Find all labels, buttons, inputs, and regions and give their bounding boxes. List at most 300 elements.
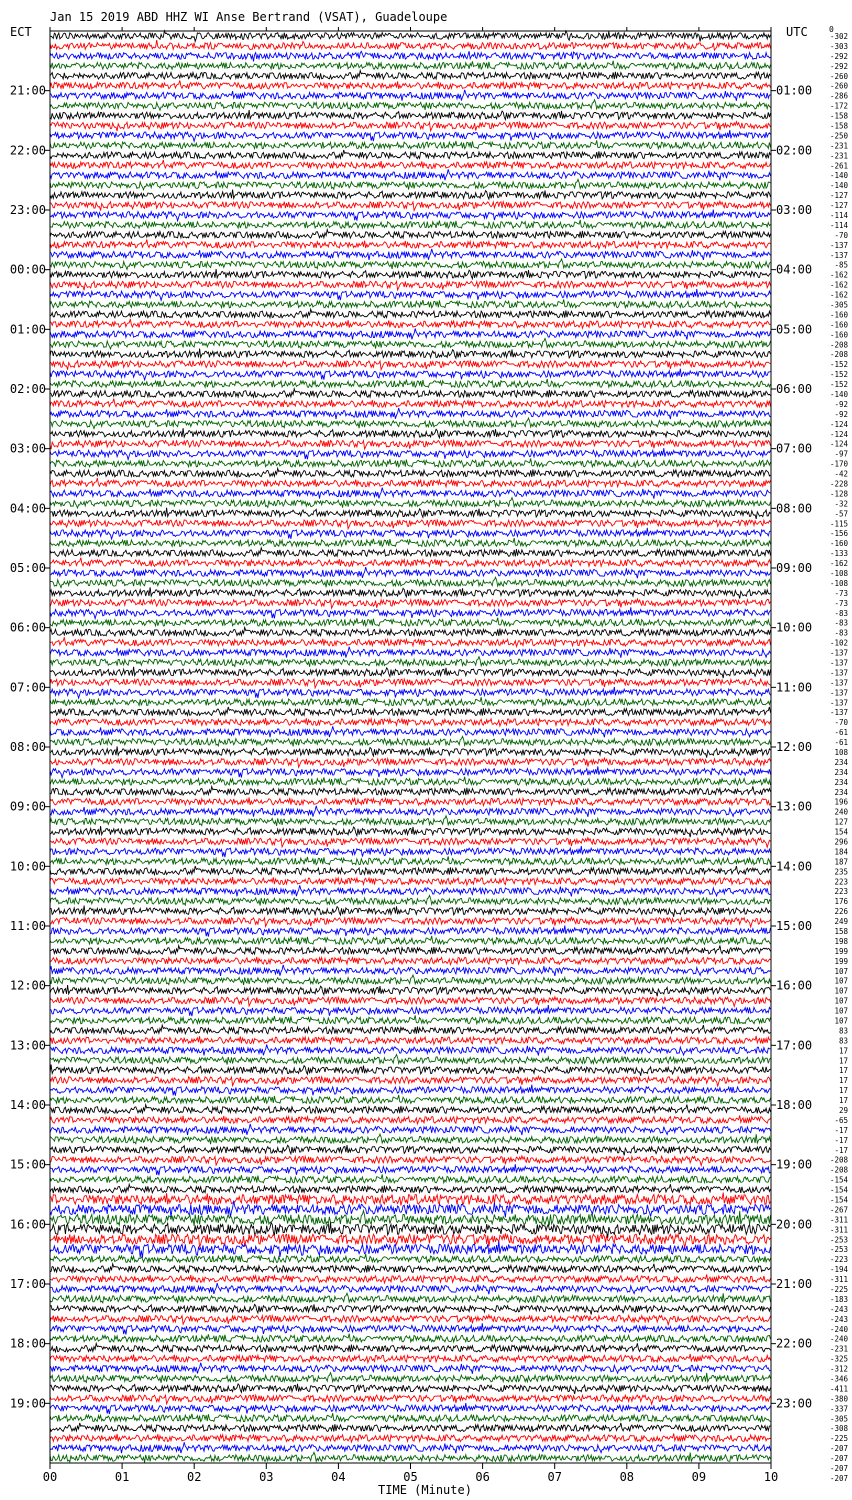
seismogram-trace <box>50 1254 771 1263</box>
trace-offset-label: -127 <box>829 191 848 201</box>
seismogram-trace <box>50 936 771 944</box>
seismogram-trace <box>50 1315 771 1325</box>
left-hour-label: 23:00 <box>9 203 46 217</box>
trace-offset-label: -154 <box>829 1175 848 1185</box>
trace-offset-label: 127 <box>834 817 848 827</box>
seismogram-trace <box>50 150 771 159</box>
trace-offset-label: 17 <box>838 1096 848 1106</box>
trace-offset-label: -380 <box>829 1394 848 1404</box>
right-hour-label: 21:00 <box>776 1277 813 1291</box>
seismogram-trace <box>50 838 771 848</box>
seismogram-trace <box>50 369 771 380</box>
trace-offset-label: -137 <box>829 250 848 260</box>
seismogram-trace <box>50 289 771 300</box>
trace-offset-label: -92 <box>834 399 848 409</box>
seismogram-trace <box>50 1373 771 1383</box>
trace-offset-label: 83 <box>838 1036 848 1046</box>
seismogram-trace <box>50 1413 771 1422</box>
seismogram-trace <box>50 440 771 449</box>
trace-offset-label: -137 <box>829 688 848 698</box>
seismogram-trace <box>50 1045 771 1056</box>
seismogram-trace <box>50 1403 771 1414</box>
seismogram-trace <box>50 1184 771 1193</box>
trace-offset-label: -124 <box>829 419 848 429</box>
left-hour-label: 13:00 <box>9 1038 46 1053</box>
seismogram-trace <box>50 957 771 965</box>
trace-offset-label: -73 <box>834 588 848 598</box>
seismogram-trace <box>50 1036 771 1045</box>
trace-offset-label: -240 <box>829 1334 848 1344</box>
left-hour-label: 12:00 <box>9 978 46 993</box>
seismogram-trace <box>50 1164 771 1175</box>
trace-offset-label: 176 <box>834 897 848 907</box>
seismogram-trace <box>50 895 771 905</box>
seismogram-trace <box>50 736 771 746</box>
trace-offset-label: -183 <box>829 1294 848 1304</box>
trace-offset-label: -231 <box>829 151 848 161</box>
seismogram-trace <box>50 627 771 636</box>
trace-offset-label: 17 <box>838 1086 848 1096</box>
seismogram-trace <box>50 360 771 369</box>
trace-offset-label: -17 <box>834 1125 848 1135</box>
seismogram-trace <box>50 329 771 340</box>
left-hour-label: 08:00 <box>9 740 46 754</box>
trace-offset-label: -115 <box>829 519 848 529</box>
seismogram-trace <box>50 786 771 795</box>
seismogram-trace <box>50 637 771 646</box>
left-hour-label: 17:00 <box>9 1277 46 1291</box>
trace-offset-label: -207 <box>829 1463 848 1473</box>
trace-offset-label: 107 <box>834 996 848 1006</box>
trace-offset-label: -61 <box>834 728 848 738</box>
seismogram-trace <box>50 281 771 290</box>
trace-offset-label: -208 <box>829 1155 848 1165</box>
left-hour-label: 15:00 <box>9 1157 46 1172</box>
x-tick-label: 00 <box>42 1470 58 1484</box>
trace-offset-label: 235 <box>834 867 848 877</box>
trace-offset-label: 234 <box>834 757 848 767</box>
trace-offset-label: -346 <box>829 1374 848 1384</box>
seismogram-trace <box>50 488 771 499</box>
seismogram-trace <box>50 428 771 438</box>
seismogram-trace <box>50 1134 771 1144</box>
trace-offset-label: -140 <box>829 181 848 191</box>
trace-offset-label: -128 <box>829 489 848 499</box>
seismogram-trace <box>50 1275 771 1283</box>
seismogram-trace <box>50 926 771 937</box>
x-tick-label: 02 <box>186 1470 202 1484</box>
trace-offset-label: -194 <box>829 1265 848 1275</box>
trace-offset-label: 107 <box>834 986 848 996</box>
trace-offset-label: -162 <box>829 280 848 290</box>
trace-offset-label: -17 <box>834 1135 848 1145</box>
trace-offset-label: -311 <box>829 1225 848 1235</box>
trace-offset-label: -61 <box>834 738 848 748</box>
left-hour-label: 22:00 <box>9 143 46 158</box>
trace-offset-label: -124 <box>829 439 848 449</box>
right-hour-label: 03:00 <box>776 203 813 217</box>
trace-offset-label: -156 <box>829 529 848 539</box>
trace-offset-label: 234 <box>834 777 848 787</box>
trace-offset-label: -154 <box>829 1195 848 1205</box>
trace-offset-label: 17 <box>838 1066 848 1076</box>
trace-offset-label: -231 <box>829 1344 848 1354</box>
right-hour-label: 13:00 <box>776 799 813 814</box>
trace-offset-label: 83 <box>838 1026 848 1036</box>
seismogram-trace <box>50 856 771 864</box>
left-hour-label: 00:00 <box>9 262 46 277</box>
left-hour-label: 11:00 <box>9 919 46 933</box>
seismogram-trace <box>50 1105 771 1114</box>
seismogram-trace <box>50 448 771 459</box>
left-hour-label: 06:00 <box>9 620 46 635</box>
seismogram-trace <box>50 1175 771 1183</box>
seismogram-trace <box>50 1124 771 1135</box>
trace-offset-label: -137 <box>829 658 848 668</box>
trace-offset-label: -108 <box>829 568 848 578</box>
trace-offset-label: -292 <box>829 51 848 61</box>
trace-offset-label: 234 <box>834 767 848 777</box>
trace-offset-label: -162 <box>829 270 848 280</box>
seismogram-trace <box>50 975 771 985</box>
plot-title: Jan 15 2019 ABD HHZ WI Anse Bertrand (VSAT), Guadeloupe <box>50 10 448 24</box>
seismogram-trace <box>50 607 771 618</box>
trace-offset-label: -140 <box>829 171 848 181</box>
seismogram-trace <box>50 51 771 61</box>
trace-offset-label: -308 <box>829 1424 848 1434</box>
seismogram-trace <box>50 249 771 260</box>
right-hour-label: 08:00 <box>776 501 813 516</box>
seismogram-trace <box>50 269 771 279</box>
trace-offset-label: -114 <box>829 210 848 220</box>
trace-offset-label: -253 <box>829 1235 848 1245</box>
trace-offset-label: -140 <box>829 389 848 399</box>
seismogram-trace <box>50 1241 771 1258</box>
trace-offset-label: -154 <box>829 1185 848 1195</box>
seismogram-trace <box>50 1085 771 1096</box>
seismogram-trace <box>50 1334 771 1343</box>
right-hour-label: 04:00 <box>776 262 813 277</box>
seismogram-trace <box>50 190 771 200</box>
trace-offset-label: -85 <box>834 260 848 270</box>
trace-offset-label: -70 <box>834 718 848 728</box>
trace-offset-label: -108 <box>829 578 848 588</box>
trace-offset-label: -83 <box>834 628 848 638</box>
left-timezone-label: ECT <box>10 25 32 39</box>
trace-offset-label: -83 <box>834 618 848 628</box>
trace-offset-label: 249 <box>834 917 848 927</box>
trace-offset-label: -137 <box>829 240 848 250</box>
right-hour-label: 20:00 <box>776 1217 813 1232</box>
trace-offset-label: -253 <box>829 1245 848 1255</box>
seismogram-trace <box>50 877 771 885</box>
seismogram-trace <box>50 61 771 69</box>
left-hour-label: 03:00 <box>9 441 46 456</box>
trace-offset-label: -162 <box>829 290 848 300</box>
seismogram-trace <box>50 917 771 927</box>
trace-offset-label: -152 <box>829 370 848 380</box>
x-tick-label: 10 <box>763 1470 779 1484</box>
right-hour-label: 18:00 <box>776 1098 813 1112</box>
seismogram-trace <box>50 726 771 737</box>
trace-offset-label: 226 <box>834 907 848 917</box>
trace-offset-label: -292 <box>829 61 848 71</box>
seismogram-trace <box>50 1423 771 1432</box>
trace-offset-label: -160 <box>829 310 848 320</box>
seismogram-trace <box>50 866 771 875</box>
trace-offset-label: 17 <box>838 1046 848 1056</box>
trace-offset-label: 17 <box>838 1056 848 1066</box>
x-tick-label: 06 <box>475 1470 490 1484</box>
seismogram-trace <box>50 1395 771 1405</box>
x-tick-label: 09 <box>691 1470 707 1484</box>
trace-offset-label: -243 <box>829 1314 848 1324</box>
seismogram-trace <box>50 1156 771 1166</box>
seismogram-trace <box>50 1055 771 1065</box>
seismogram-trace <box>50 169 771 180</box>
trace-offset-label: 17 <box>838 1076 848 1086</box>
trace-offset-label: -127 <box>829 201 848 211</box>
seismogram-trace <box>50 587 771 598</box>
seismogram-trace <box>50 946 771 955</box>
x-tick-label: 05 <box>403 1470 418 1484</box>
x-axis-label: TIME (Minute) <box>378 1483 472 1497</box>
trace-offset-label: -42 <box>834 469 848 479</box>
trace-offset-label: -137 <box>829 668 848 678</box>
seismogram-trace <box>50 1283 771 1294</box>
trace-offset-label: 107 <box>834 1016 848 1026</box>
trace-offset-label: -207 <box>829 1473 848 1483</box>
seismogram-trace <box>50 1115 771 1123</box>
trace-offset-label: -160 <box>829 330 848 340</box>
trace-offset-label: -303 <box>829 41 848 51</box>
trace-offset-label: -172 <box>829 101 848 111</box>
trace-offset-label: -124 <box>829 429 848 439</box>
trace-offset-label: -325 <box>829 1354 848 1364</box>
trace-offset-label: -208 <box>829 350 848 360</box>
seismogram-trace <box>50 1005 771 1016</box>
seismogram-trace <box>50 399 771 408</box>
trace-offset-label: -286 <box>829 91 848 101</box>
x-tick-label: 03 <box>259 1470 274 1484</box>
trace-offset-label: -225 <box>829 1284 848 1294</box>
left-hour-label: 04:00 <box>9 501 46 516</box>
seismogram-trace <box>50 906 771 917</box>
left-hour-label: 07:00 <box>9 680 46 695</box>
trace-offset-label: 184 <box>834 847 848 857</box>
seismogram-trace <box>50 160 771 169</box>
right-hour-label: 06:00 <box>776 382 813 396</box>
seismogram-trace <box>50 647 771 658</box>
seismogram-traces <box>50 31 771 1463</box>
trace-offset-label: -311 <box>829 1275 848 1285</box>
seismogram-trace <box>50 1065 771 1076</box>
trace-offset-label: 196 <box>834 797 848 807</box>
seismogram-trace <box>50 80 771 89</box>
seismogram-trace <box>50 349 771 359</box>
trace-offset-label: -231 <box>829 141 848 151</box>
seismogram-trace <box>50 777 771 785</box>
seismogram-trace <box>50 179 771 189</box>
seismogram-trace <box>50 259 771 269</box>
left-hour-label: 02:00 <box>9 382 46 396</box>
right-hour-label: 12:00 <box>776 740 813 754</box>
right-hour-label: 23:00 <box>776 1396 813 1411</box>
trace-offset-label: -223 <box>829 1255 848 1265</box>
seismogram-trace <box>50 1304 771 1314</box>
trace-offset-label: 108 <box>834 747 848 757</box>
trace-offset-label: -152 <box>829 380 848 390</box>
trace-offset-label: -97 <box>834 449 848 459</box>
trace-offset-label: -162 <box>829 559 848 569</box>
seismogram-trace <box>50 230 771 239</box>
trace-offset-label: -158 <box>829 121 848 131</box>
x-tick-label: 07 <box>547 1470 562 1484</box>
trace-offset-label: -240 <box>829 1324 848 1334</box>
right-hour-label: 19:00 <box>776 1157 813 1172</box>
trace-offset-label: -260 <box>829 71 848 81</box>
trace-offset-label: -411 <box>829 1384 848 1394</box>
left-hour-label: 14:00 <box>9 1098 46 1112</box>
seismogram-trace <box>50 498 771 508</box>
right-timezone-label: UTC <box>786 25 808 39</box>
left-hour-label: 05:00 <box>9 561 46 575</box>
trace-offset-label: -225 <box>829 1434 848 1444</box>
left-hour-label: 10:00 <box>9 859 46 874</box>
seismogram-trace <box>50 1354 771 1363</box>
right-hour-label: 17:00 <box>776 1038 813 1053</box>
time-labels <box>10 32 849 1484</box>
seismogram-trace <box>50 746 771 757</box>
right-hour-label: 16:00 <box>776 978 813 993</box>
seismogram-trace <box>50 618 771 626</box>
seismogram-trace <box>50 240 771 249</box>
seismogram-trace <box>50 379 771 387</box>
trace-offset-label: -208 <box>829 1165 848 1175</box>
right-hour-label: 22:00 <box>776 1336 813 1351</box>
seismogram-trace <box>50 1323 771 1334</box>
right-hour-label: 02:00 <box>776 143 813 158</box>
left-hour-label: 21:00 <box>9 83 46 98</box>
seismogram-trace <box>50 508 771 519</box>
trace-offset-label: -137 <box>829 678 848 688</box>
seismogram-trace <box>50 1442 771 1453</box>
seismogram-trace <box>50 766 771 777</box>
trace-offset-label: -17 <box>834 1145 848 1155</box>
trace-offset-label: -207 <box>829 1454 848 1464</box>
seismogram-trace <box>50 1015 771 1023</box>
seismogram-trace <box>50 339 771 349</box>
trace-offset-label: 223 <box>834 877 848 887</box>
seismogram-trace <box>50 100 771 110</box>
trace-offset-label: -73 <box>834 598 848 608</box>
seismogram-trace <box>50 718 771 726</box>
seismogram-trace <box>50 697 771 705</box>
trace-offset-label: -137 <box>829 708 848 718</box>
seismogram-trace <box>50 130 771 141</box>
seismogram-trace <box>50 687 771 698</box>
seismogram-trace <box>50 1095 771 1103</box>
trace-offset-label: -160 <box>829 539 848 549</box>
seismogram-trace <box>50 657 771 667</box>
trace-offset-label: -337 <box>829 1404 848 1414</box>
right-hour-label: 14:00 <box>776 859 813 874</box>
trace-offset-label: -302 <box>829 31 848 41</box>
seismogram-trace <box>50 1211 771 1226</box>
seismogram-trace <box>50 1384 771 1394</box>
seismogram-trace <box>50 577 771 587</box>
seismogram-trace <box>50 528 771 539</box>
x-tick-label: 04 <box>331 1470 346 1484</box>
seismogram-trace <box>50 1452 771 1462</box>
seismogram-trace <box>50 210 771 221</box>
trace-offset-label: 107 <box>834 976 848 986</box>
seismogram-trace <box>50 806 771 817</box>
seismogram-trace <box>50 707 771 716</box>
trace-offset-label: -261 <box>829 161 848 171</box>
seismogram-trace <box>50 122 771 131</box>
right-hour-label: 10:00 <box>776 620 813 635</box>
seismogram-trace <box>50 1145 771 1155</box>
trace-offset-label: -158 <box>829 111 848 121</box>
seismogram-trace <box>50 846 771 857</box>
seismogram-trace <box>50 985 771 996</box>
trace-offset-label: 199 <box>834 946 848 956</box>
seismogram-trace <box>50 885 771 896</box>
trace-offset-label: -160 <box>829 320 848 330</box>
right-hour-label: 15:00 <box>776 919 813 933</box>
trace-offset-label: 223 <box>834 887 848 897</box>
seismogram-trace <box>50 965 771 976</box>
seismogram-trace <box>50 816 771 826</box>
trace-offset-label: -260 <box>829 81 848 91</box>
trace-offset-label: -207 <box>829 1444 848 1454</box>
seismogram-trace <box>50 997 771 1007</box>
trace-offset-label: -70 <box>834 230 848 240</box>
trace-offset-label: -137 <box>829 648 848 658</box>
seismogram-trace <box>50 1363 771 1374</box>
left-hour-label: 09:00 <box>9 799 46 814</box>
trace-offset-label: -250 <box>829 131 848 141</box>
seismogram-trace <box>50 40 771 50</box>
trace-offset-label: -137 <box>829 698 848 708</box>
trace-offset-label: -312 <box>829 1364 848 1374</box>
trace-offset-label: 29 <box>838 1105 848 1115</box>
trace-offset-label: 154 <box>834 827 848 837</box>
seismogram-trace <box>50 1234 771 1249</box>
x-tick-label: 01 <box>114 1470 130 1484</box>
seismogram-trace <box>50 459 771 467</box>
seismogram-trace <box>50 71 771 80</box>
seismogram-trace <box>50 478 771 487</box>
trace-offset-label: -243 <box>829 1304 848 1314</box>
left-hour-label: 01:00 <box>9 322 46 337</box>
seismogram-trace <box>50 90 771 101</box>
trace-offset-label: -208 <box>829 340 848 350</box>
seismogram-trace <box>50 1264 771 1273</box>
seismogram-trace <box>50 1193 771 1206</box>
trace-offset-label: -92 <box>834 409 848 419</box>
seismogram-trace <box>50 1076 771 1086</box>
trace-offset-label: -133 <box>829 549 848 559</box>
seismogram-trace <box>50 299 771 307</box>
seismogram-trace <box>50 201 771 210</box>
right-header-label: 0 <box>829 25 834 34</box>
seismogram-trace <box>50 798 771 806</box>
trace-offset-label: -305 <box>829 1414 848 1424</box>
right-hour-label: 05:00 <box>776 322 813 337</box>
seismogram-trace <box>50 558 771 567</box>
